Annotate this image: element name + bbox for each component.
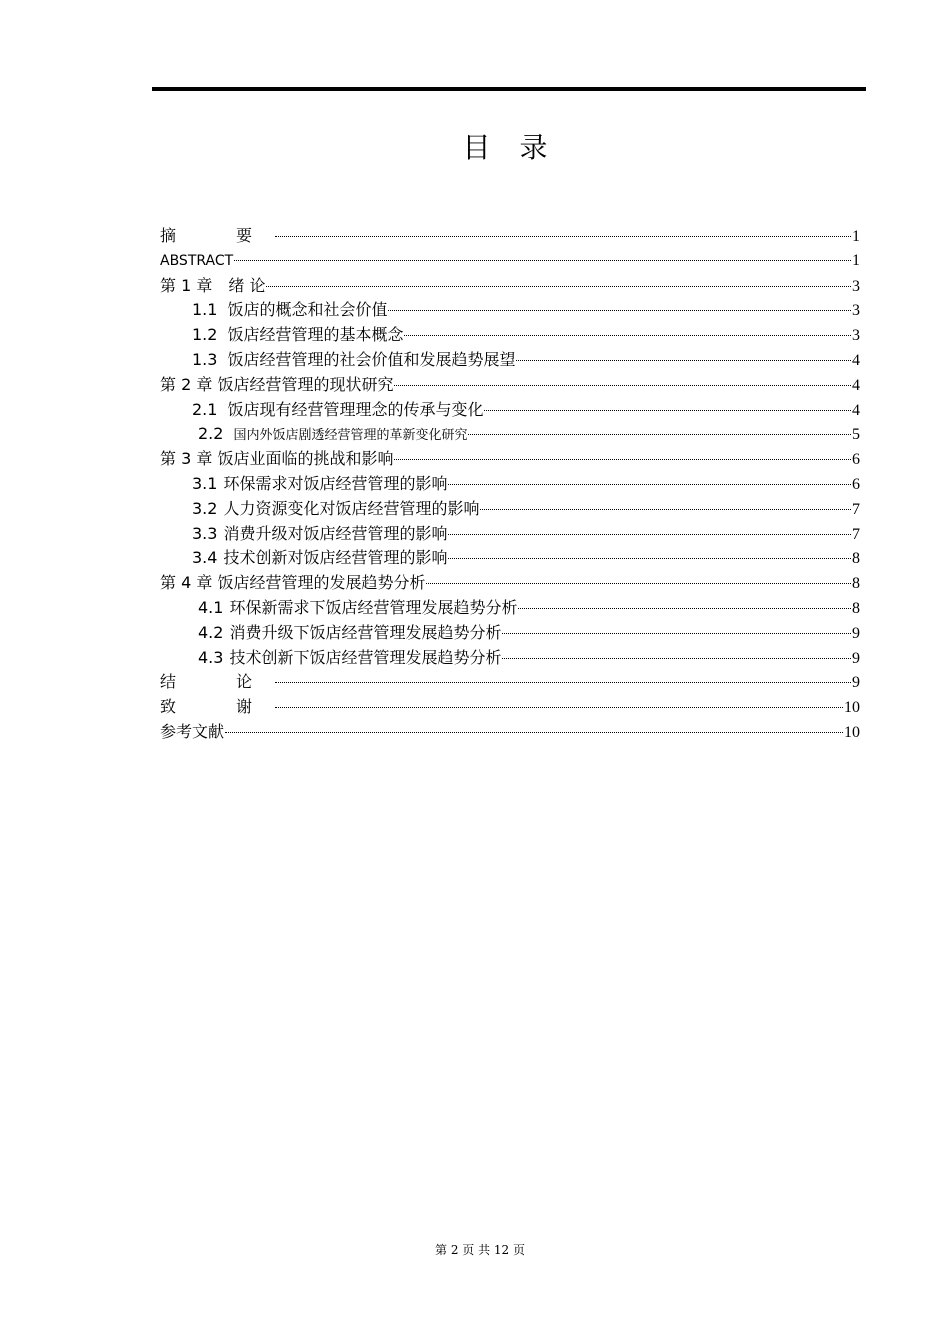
toc-section-number: 2.1 — [192, 399, 218, 419]
toc-leader — [275, 682, 851, 683]
toc-entry-abstract-en[interactable] — [160, 249, 860, 274]
toc-leader — [266, 286, 851, 287]
toc-leader — [518, 608, 851, 609]
toc-entry-label: 第 1 章 绪 论 — [160, 275, 266, 295]
toc-section-number: 2.2 — [198, 424, 224, 444]
toc-entry-label: 摘 要 — [160, 226, 275, 245]
toc-entry-label: 消费升级对饭店经营管理的影响 — [223, 523, 448, 543]
toc-page-number: 9 — [852, 674, 860, 692]
toc-section-number: 3.2 — [192, 498, 218, 518]
toc-leader — [388, 310, 851, 311]
toc-page-number: 1 — [852, 228, 860, 245]
toc-entry-label: 致 谢 — [160, 697, 275, 717]
toc-entry-section-4-1[interactable] — [160, 596, 860, 621]
header-rule — [152, 87, 866, 91]
toc-leader — [234, 260, 851, 261]
toc-entry-label: 第 2 章 饭店经营管理的现状研究 — [160, 374, 394, 394]
toc-list — [160, 224, 860, 745]
toc-entry-label: 第 3 章 饭店业面临的挑战和影响 — [160, 449, 394, 469]
toc-entry-label: 饭店经营管理的社会价值和发展趋势展望 — [227, 349, 516, 369]
toc-leader — [480, 509, 851, 510]
toc-page-number: 8 — [852, 575, 860, 593]
toc-leader — [275, 707, 843, 708]
toc-entry-label: 饭店现有经营管理理念的传承与变化 — [227, 399, 484, 419]
toc-entry-abstract-cn[interactable] — [160, 224, 860, 249]
toc-entry-label: 结 论 — [160, 672, 275, 692]
toc-entry-section-2-1[interactable] — [160, 398, 860, 423]
toc-page-number: 3 — [852, 277, 860, 295]
toc-page-number: 7 — [852, 500, 860, 518]
toc-leader — [394, 385, 851, 386]
toc-page-number: 9 — [852, 624, 860, 642]
toc-entry-section-3-1[interactable] — [160, 472, 860, 497]
toc-entry-label: 人力资源变化对饭店经营管理的影响 — [223, 498, 480, 518]
toc-entry-chapter-3[interactable] — [160, 447, 860, 472]
toc-section-number: 3.3 — [192, 523, 218, 543]
toc-entry-label: 饭店经营管理的基本概念 — [227, 325, 404, 345]
toc-section-number: 1.1 — [192, 300, 218, 320]
toc-section-number: 4.3 — [198, 647, 224, 667]
toc-section-number: 3.4 — [192, 548, 218, 568]
toc-section-number: 4.1 — [198, 597, 224, 617]
toc-entry-chapter-4[interactable] — [160, 571, 860, 596]
toc-entry-section-4-3[interactable] — [160, 646, 860, 671]
toc-page-number: 9 — [852, 649, 860, 667]
toc-entry-section-2-2[interactable] — [160, 422, 860, 447]
toc-page-number: 8 — [852, 599, 860, 617]
toc-entry-label: 第 4 章 饭店经营管理的发展趋势分析 — [160, 573, 426, 593]
toc-entry-section-1-3[interactable] — [160, 348, 860, 373]
toc-entry-label: 国内外饭店剧透经营管理的革新变化研究 — [233, 428, 468, 444]
toc-page-number: 5 — [852, 426, 860, 444]
toc-entry-section-1-2[interactable] — [160, 323, 860, 348]
toc-section-number: 3.1 — [192, 473, 218, 493]
toc-leader — [502, 658, 851, 659]
toc-section-number: 4.2 — [198, 622, 224, 642]
toc-entry-section-3-4[interactable] — [160, 546, 860, 571]
toc-leader — [225, 732, 843, 733]
toc-leader — [484, 410, 851, 411]
toc-leader — [448, 484, 851, 485]
toc-entry-section-3-3[interactable] — [160, 522, 860, 547]
toc-leader — [404, 335, 851, 336]
toc-entry-label: 环保需求对饭店经营管理的影响 — [223, 473, 448, 493]
toc-page-number: 7 — [852, 525, 860, 543]
toc-section-number: 1.3 — [192, 349, 218, 369]
toc-leader — [448, 534, 851, 535]
toc-entry-label: 技术创新下饭店经营管理发展趋势分析 — [229, 647, 502, 667]
toc-leader — [426, 583, 851, 584]
toc-leader — [394, 459, 851, 460]
toc-page-number: 4 — [852, 376, 860, 394]
toc-leader — [502, 633, 851, 634]
toc-page-number: 6 — [852, 451, 860, 469]
toc-page-number: 8 — [852, 550, 860, 568]
toc-entry-chapter-2[interactable] — [160, 373, 860, 398]
toc-entry-conclusion[interactable] — [160, 670, 860, 695]
toc-entry-label: 环保新需求下饭店经营管理发展趋势分析 — [229, 597, 518, 617]
toc-leader — [275, 236, 851, 237]
toc-page-number: 3 — [852, 302, 860, 320]
toc-leader — [516, 360, 851, 361]
toc-entry-label: ABSTRACT — [160, 252, 234, 269]
toc-page-number: 4 — [852, 401, 860, 419]
toc-page-number: 4 — [852, 351, 860, 369]
toc-section-number: 1.2 — [192, 325, 218, 345]
toc-entry-references[interactable] — [160, 720, 860, 745]
toc-entry-label: 饭店的概念和社会价值 — [227, 300, 388, 320]
toc-entry-label: 消费升级下饭店经营管理发展趋势分析 — [229, 622, 502, 642]
toc-entry-label: 技术创新对饭店经营管理的影响 — [223, 548, 448, 568]
toc-entry-section-3-2[interactable] — [160, 497, 860, 522]
toc-leader — [448, 558, 851, 559]
toc-page-number: 10 — [844, 699, 860, 717]
toc-entry-label: 参考文献 — [160, 721, 225, 741]
toc-leader — [468, 434, 851, 435]
toc-page-number: 10 — [844, 723, 860, 741]
toc-page-number: 1 — [852, 251, 860, 269]
toc-entry-chapter-1[interactable] — [160, 274, 860, 299]
page-title: 目 录 — [462, 131, 558, 164]
toc-entry-acknowledgements[interactable] — [160, 695, 860, 720]
toc-page-number: 6 — [852, 475, 860, 493]
toc-page-number: 3 — [852, 327, 860, 345]
page-footer: 第 2 页 共 12 页 — [435, 1243, 525, 1257]
toc-entry-section-1-1[interactable] — [160, 298, 860, 323]
toc-entry-section-4-2[interactable] — [160, 621, 860, 646]
